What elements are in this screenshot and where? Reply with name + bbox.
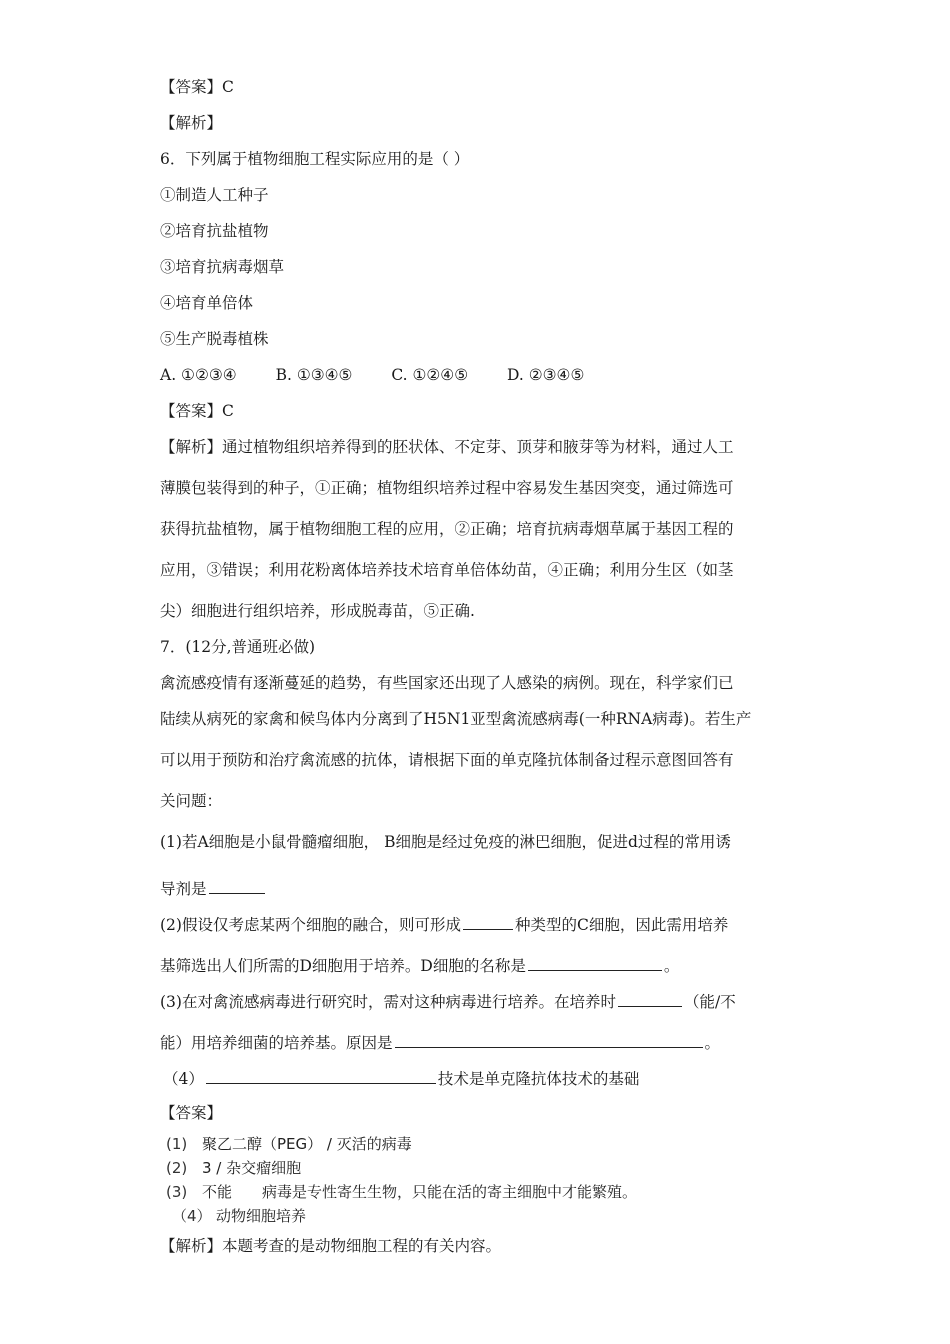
q6-item-3: ③培育抗病毒烟草 xyxy=(160,258,285,276)
answer-blank[interactable] xyxy=(206,1067,436,1084)
q6-item-4: ④培育单倍体 xyxy=(160,294,254,312)
answer-blank[interactable] xyxy=(209,877,265,894)
q7-paragraph-line-1: 禽流感疫情有逐渐蔓延的趋势，有些国家还出现了人感染的病例。现在，科学家们已 xyxy=(160,674,734,692)
answer-blank[interactable] xyxy=(618,990,682,1007)
q7-sub3b-text-post: 。 xyxy=(704,1034,721,1052)
q7-sub4-line xyxy=(163,1067,639,1089)
q7-sub1-line-1: (1)若A细胞是小鼠骨髓瘤细胞， B细胞是经过免疫的淋巴细胞，促进d过程的常用诱 xyxy=(160,833,731,851)
answer-6: 【答案】C xyxy=(160,402,234,420)
explanation-6-line-4: 应用，③错误；利用花粉离体培养技术培育单倍体幼苗，④正确；利用分生区（如茎 xyxy=(160,561,734,579)
q7-sub4-text-post: 技术是单克隆抗体技术的基础 xyxy=(437,1070,640,1088)
answer-7-num: (3) xyxy=(166,1183,188,1201)
explanation-6-line-3: 获得抗盐植物，属于植物细胞工程的应用，②正确；培育抗病毒烟草属于基因工程的 xyxy=(160,520,734,538)
q7-sub2b-text-pre: 基筛选出人们所需的D细胞用于培养。D细胞的名称是 xyxy=(160,957,526,975)
answer-7-num: （4） xyxy=(172,1207,212,1225)
answer-7-item-3 xyxy=(166,1182,637,1202)
q7-paragraph-line-4: 关问题： xyxy=(160,792,223,810)
answer-7-item-2 xyxy=(166,1158,301,1178)
answer-7-text: 3 / 杂交瘤细胞 xyxy=(202,1159,302,1177)
explanation-6-line-2: 薄膜包装得到的种子，①正确；植物组织培养过程中容易发生基因突变，通过筛选可 xyxy=(160,479,734,497)
answer-blank[interactable] xyxy=(528,954,662,971)
answer-7-num: (1) xyxy=(166,1135,188,1153)
answer-7-text: 动物细胞培养 xyxy=(216,1207,307,1225)
q7-sub3-line-1 xyxy=(160,990,736,1012)
answer-7-item-1 xyxy=(166,1134,412,1154)
q6-options xyxy=(160,365,618,385)
q7-sub2-line-1 xyxy=(160,913,728,935)
answer-7-item-4 xyxy=(172,1206,306,1226)
question-7-heading: 7．(12分,普通班必做) xyxy=(160,638,316,656)
q6-item-5: ⑤生产脱毒植株 xyxy=(160,330,269,348)
q7-sub4-text-pre: （4） xyxy=(163,1070,204,1088)
q7-sub2-text-post: 种类型的C细胞，因此需用培养 xyxy=(514,916,729,934)
answer-blank[interactable] xyxy=(395,1031,703,1048)
explanation-7: 【解析】本题考查的是动物细胞工程的有关内容。 xyxy=(160,1237,502,1255)
q6-option-a: A. ①②③④ xyxy=(160,366,237,384)
q7-sub3b-text-pre: 能）用培养细菌的培养基。原因是 xyxy=(160,1034,393,1052)
explanation-5: 【解析】 xyxy=(160,114,223,132)
explanation-6-line-5: 尖）细胞进行组织培养，形成脱毒苗，⑤正确. xyxy=(160,602,475,620)
q6-option-d: D. ②③④⑤ xyxy=(507,366,585,384)
q7-sub2b-text-post: 。 xyxy=(663,957,680,975)
answer-7-num: (2) xyxy=(166,1159,188,1177)
q7-sub2-line-2 xyxy=(160,954,679,976)
answer-7-text: 聚乙二醇（PEG） / 灭活的病毒 xyxy=(202,1135,412,1153)
question-6: 6．下列属于植物细胞工程实际应用的是（ ） xyxy=(160,150,470,168)
q6-item-2: ②培育抗盐植物 xyxy=(160,222,269,240)
q7-sub3-line-2 xyxy=(160,1031,720,1053)
answer-blank[interactable] xyxy=(463,913,513,930)
answer-5: 【答案】C xyxy=(160,78,234,96)
q7-paragraph-line-3: 可以用于预防和治疗禽流感的抗体，请根据下面的单克隆抗体制备过程示意图回答有 xyxy=(160,751,734,769)
q6-option-c: C. ①②④⑤ xyxy=(391,366,469,384)
q7-sub2-text-pre: (2)假设仅考虑某两个细胞的融合，则可形成 xyxy=(160,916,461,934)
q7-sub3-text-pre: (3)在对禽流感病毒进行研究时，需对这种病毒进行培养。在培养时 xyxy=(160,993,616,1011)
q6-item-1: ①制造人工种子 xyxy=(160,186,269,204)
q7-paragraph-line-2: 陆续从病死的家禽和候鸟体内分离到了H5N1亚型禽流感病毒(一种RNA病毒)。若生产 xyxy=(160,710,752,728)
answer-7-label: 【答案】 xyxy=(160,1104,223,1122)
explanation-6-line-1: 【解析】通过植物组织培养得到的胚状体、不定芽、顶芽和腋芽等为材料，通过人工 xyxy=(160,438,734,456)
q7-sub3-text-post: （能/不 xyxy=(683,993,736,1011)
answer-7-text: 不能 病毒是专性寄生生物，只能在活的寄主细胞中才能繁殖。 xyxy=(202,1183,638,1201)
q7-sub1-line-2 xyxy=(160,877,267,899)
q7-sub1-text: 导剂是 xyxy=(160,880,207,898)
q6-option-b: B. ①③④⑤ xyxy=(275,366,353,384)
